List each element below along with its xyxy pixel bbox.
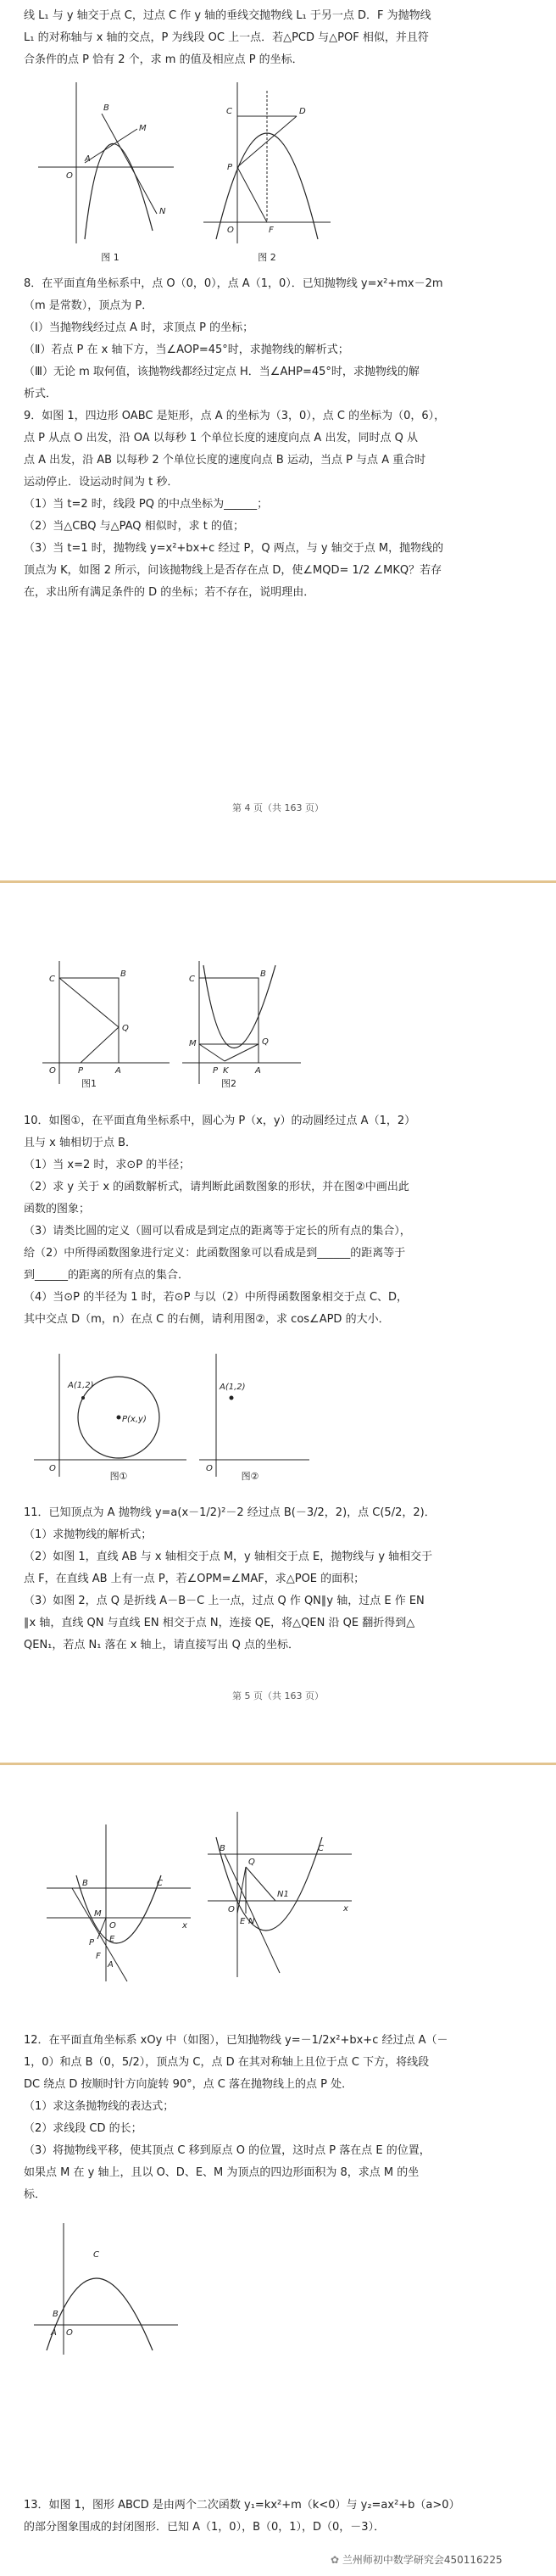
label-c: C bbox=[189, 975, 195, 984]
line-qe bbox=[237, 1867, 246, 1914]
text-line: 点 A 出发，沿 AB 以每秒 2 个单位长度的速度向点 B 运动，当点 P 与点 A 重合时 bbox=[24, 454, 426, 467]
label-k: K bbox=[223, 1066, 229, 1076]
label-p: P bbox=[89, 1938, 95, 1947]
text-line: （1）当 t=2 时，线段 PQ 的中点坐标为______； bbox=[24, 498, 269, 511]
q10-figure-2 bbox=[199, 1354, 309, 1481]
text-line: （2）求线段 CD 的长； bbox=[24, 2122, 142, 2135]
text-line: 线 L₁ 与 y 轴交于点 C，过点 C 作 y 轴的垂线交抛物线 L₁ 于另一点 D．F 为抛物线 bbox=[24, 9, 431, 22]
page-footer: 第 5 页（共 163 页） bbox=[232, 1690, 324, 1702]
label-o: O bbox=[49, 1066, 56, 1076]
line-pf bbox=[237, 167, 267, 222]
text-line: 点 P 从点 O 出发，沿 OA 以每秒 1 个单位长度的速度向点 A 出发，同时点 Q 从 bbox=[24, 432, 418, 444]
label-a: A(1,2) bbox=[68, 1381, 94, 1390]
text-line: 10．如图①，在平面直角坐标系中，圆心为 P（x，y）的动圆经过点 A（1，2） bbox=[24, 1115, 416, 1127]
label-x: x bbox=[343, 1904, 348, 1914]
label-m: M bbox=[139, 124, 147, 133]
text-line: L₁ 的对称轴与 x 轴的交点，P 为线段 OC 上一点．若△PCD 与△POF 相似，并且符 bbox=[24, 31, 429, 44]
text-line: 12．在平面直角坐标系 xOy 中（如图），已知抛物线 y=－1/2x²+bx+c 经过点 A（－ bbox=[24, 2034, 448, 2047]
label-n1: N1 bbox=[277, 1890, 289, 1899]
text-line: 11．已知顶点为 A 抛物线 y=a(x－1/2)²－2 经过点 B(－3/2，2)，点 C(5/2，2)． bbox=[24, 1506, 436, 1519]
parabola-curve bbox=[47, 2278, 153, 2350]
label-c: C bbox=[226, 107, 232, 116]
text-line: （3）当 t=1 时，抛物线 y=x²+bx+c 经过 P，Q 两点，与 y 轴交于点 M，抛物线的 bbox=[24, 542, 444, 555]
q9-figure-1 bbox=[42, 961, 170, 1088]
text-line: （2）当△CBQ 与△PAQ 相似时，求 t 的值； bbox=[24, 520, 245, 533]
label-p: P bbox=[78, 1066, 84, 1076]
text-line: （1）求这条抛物线的表达式； bbox=[24, 2100, 175, 2113]
q11-figure-1 bbox=[47, 1824, 191, 1986]
question-8 bbox=[24, 273, 532, 405]
figure-caption: 图② bbox=[241, 1471, 259, 1482]
label-b: B bbox=[82, 1879, 88, 1888]
q9-figure-2 bbox=[182, 961, 301, 1088]
text-line: 的部分图象围成的封闭图形．已知 A（1，0），B（0，1），D（0，－3）． bbox=[24, 2521, 386, 2534]
parabola-curve bbox=[85, 143, 153, 239]
label-a: A bbox=[85, 154, 91, 164]
point-p bbox=[117, 1416, 121, 1420]
text-line: （Ⅱ）若点 P 在 x 轴下方，当∠AOP=45°时，求抛物线的解析式； bbox=[24, 344, 349, 356]
figure-caption: 图 1 bbox=[101, 252, 120, 263]
label-o: O bbox=[66, 2328, 73, 2338]
figure-caption: 图① bbox=[109, 1471, 128, 1482]
line-qn1 bbox=[246, 1867, 275, 1901]
label-f: F bbox=[269, 226, 274, 235]
page-1 bbox=[0, 0, 556, 880]
wechat-icon: ✿ bbox=[331, 2554, 342, 2566]
q11-figure-2 bbox=[208, 1812, 352, 1981]
label-b: B bbox=[103, 103, 109, 113]
line-pq bbox=[81, 1027, 119, 1063]
watermark-text: 兰州师初中数学研究会450116225 bbox=[342, 2554, 503, 2566]
text-line: ∥x 轴，直线 QN 与直线 EN 相交于点 N，连接 QE，将△QEN 沿 QE 翻折得到△ bbox=[24, 1617, 415, 1629]
label-a: A bbox=[255, 1066, 261, 1076]
label-a: A bbox=[115, 1066, 121, 1076]
label-e: E bbox=[109, 1935, 115, 1944]
page-3 bbox=[0, 1765, 556, 2576]
label-b: B bbox=[260, 969, 266, 979]
text-line: 点 F，在直线 AB 上有一点 P，若∠OPM=∠MAF，求△POE 的面积； bbox=[24, 1573, 365, 1585]
text-line: 13．如图 1，图形 ABCD 是由两个二次函数 y₁=kx²+m（k<0）与 y₂=ax²+b（a>0） bbox=[24, 2499, 460, 2512]
label-b: B bbox=[220, 1844, 225, 1853]
label-b: B bbox=[53, 2310, 58, 2319]
label-n: N bbox=[248, 1917, 255, 1926]
label-x: x bbox=[182, 1921, 187, 1931]
label-m: M bbox=[94, 1909, 102, 1919]
text-line: （4）当⊙P 的半径为 1 时，若⊙P 与以（2）中所得函数图象相交于点 C、D， bbox=[24, 1291, 409, 1304]
line-cq bbox=[59, 978, 119, 1027]
text-line: 9．如图 1，四边形 OABC 是矩形，点 A 的坐标为（3，0），点 C 的坐标为（0，6）， bbox=[24, 410, 446, 422]
label-o: O bbox=[109, 1921, 116, 1931]
text-line: QEN₁，若点 N₁ 落在 x 轴上，请直接写出 Q 点的坐标． bbox=[24, 1639, 300, 1651]
text-line: （3）将抛物线平移，使其顶点 C 移到原点 O 的位置，这时点 P 落在点 E 的位置， bbox=[24, 2144, 431, 2157]
text-line: 到______的距离的所有点的集合． bbox=[24, 1269, 190, 1282]
page-2 bbox=[0, 883, 556, 1763]
question-9 bbox=[24, 405, 532, 604]
label-c: C bbox=[157, 1879, 163, 1888]
label-o: O bbox=[227, 226, 234, 235]
label-c: C bbox=[93, 2250, 99, 2260]
text-line: （Ⅰ）当抛物线经过点 A 时，求顶点 P 的坐标； bbox=[24, 321, 254, 334]
parabola-curve bbox=[216, 1837, 322, 1931]
text-line: DC 绕点 D 按顺时针方向旋转 90°，点 C 落在抛物线上的点 P 处． bbox=[24, 2078, 353, 2091]
label-a: A bbox=[108, 1960, 114, 1970]
label-c: C bbox=[49, 975, 55, 984]
question-13 bbox=[24, 2495, 532, 2539]
text-line: 给（2）中所得函数图象进行定义：此函数图象可以看成是到______的距离等于 bbox=[24, 1247, 406, 1260]
label-q: Q bbox=[248, 1858, 255, 1867]
figure-caption: 图1 bbox=[81, 1078, 97, 1089]
label-a: A(1,2) bbox=[220, 1383, 246, 1392]
q10-figure-1 bbox=[34, 1354, 186, 1481]
text-line: （3）请类比圆的定义（圆可以看成是到定点的距离等于定长的所有点的集合）， bbox=[24, 1225, 411, 1238]
rectangle-oabc bbox=[59, 978, 119, 1063]
text-line: （2）如图 1，直线 AB 与 x 轴相交于点 M，y 轴相交于点 E，抛物线与 y 轴相交于 bbox=[24, 1551, 433, 1563]
label-b: B bbox=[120, 969, 126, 979]
label-o: O bbox=[49, 1464, 56, 1473]
q7-figure-2 bbox=[199, 78, 335, 263]
text-line: 8．在平面直角坐标系中，点 O（0，0），点 A（1，0）．已知抛物线 y=x²+mx－2m bbox=[24, 277, 443, 290]
label-p: P(x,y) bbox=[122, 1415, 147, 1424]
point-a bbox=[81, 1396, 85, 1400]
question-10 bbox=[24, 1110, 532, 1331]
text-line: 其中交点 D（m，n）在点 C 的右侧，请利用图②，求 cos∠APD 的大小． bbox=[24, 1313, 390, 1326]
line-am bbox=[85, 129, 137, 163]
label-q: Q bbox=[122, 1024, 129, 1033]
label-c: C bbox=[318, 1844, 324, 1853]
point-a bbox=[230, 1396, 234, 1400]
label-o: O bbox=[66, 171, 73, 181]
label-o: O bbox=[228, 1905, 235, 1914]
text-line: （2）求 y 关于 x 的函数解析式，请判断此函数图象的形状，并在图②中画出此 bbox=[24, 1181, 409, 1193]
q7-continuation bbox=[24, 5, 532, 71]
line-bn bbox=[102, 114, 157, 214]
label-p: P bbox=[227, 163, 233, 172]
line-op bbox=[97, 1918, 106, 1939]
label-p: P bbox=[213, 1066, 219, 1076]
text-line: （Ⅲ）无论 m 取何值，该抛物线都经过定点 H．当∠AHP=45°时，求抛物线的解 bbox=[24, 366, 420, 378]
label-f: F bbox=[96, 1952, 101, 1961]
label-m: M bbox=[189, 1039, 197, 1048]
text-line: （m 是常数），顶点为 P． bbox=[24, 299, 153, 312]
text-line: 在，求出所有满足条件的 D 的坐标；若不存在，说明理由． bbox=[24, 586, 315, 599]
text-line: 运动停止．设运动时间为 t 秒． bbox=[24, 476, 179, 489]
label-a: A bbox=[51, 2328, 57, 2338]
label-q: Q bbox=[262, 1037, 269, 1047]
text-line: （1）求抛物线的解析式； bbox=[24, 1528, 153, 1541]
text-line: 析式． bbox=[24, 388, 58, 400]
q7-figure-1 bbox=[34, 78, 178, 263]
text-line: 1，0）和点 B（0，5/2），顶点为 C，点 D 在其对称轴上且位于点 C 下方，将线段 bbox=[24, 2056, 430, 2069]
q12-figure bbox=[34, 2223, 178, 2359]
label-n: N bbox=[159, 207, 166, 216]
question-11 bbox=[24, 1502, 532, 1657]
label-o: O bbox=[206, 1464, 213, 1473]
text-line: 合条件的点 P 恰有 2 个，求 m 的值及相应点 P 的坐标． bbox=[24, 53, 303, 66]
text-line: 如果点 M 在 y 轴上，且以 O、D、E、M 为顶点的四边形面积为 8，求点 M 的坐 bbox=[24, 2166, 420, 2179]
page-footer: 第 4 页（共 163 页） bbox=[232, 802, 324, 813]
question-12 bbox=[24, 2030, 532, 2206]
text-line: （1）当 x=2 时，求⊙P 的半径； bbox=[24, 1159, 191, 1171]
label-d: D bbox=[299, 107, 306, 116]
text-line: 且与 x 轴相切于点 B． bbox=[24, 1137, 137, 1149]
watermark bbox=[331, 2552, 503, 2567]
line-mk bbox=[199, 1044, 225, 1061]
figure-caption: 图 2 bbox=[258, 252, 276, 263]
text-line: （3）如图 2，点 Q 是折线 A－B－C 上一点，过点 Q 作 QN∥y 轴，过点 E 作 EN bbox=[24, 1595, 425, 1607]
text-line: 顶点为 K，如图 2 所示，问该抛物线上是否存在点 D，使∠MQD= 1/2 ∠MKQ？若存 bbox=[24, 564, 442, 577]
text-line: 标． bbox=[24, 2188, 47, 2201]
figure-caption: 图2 bbox=[221, 1078, 236, 1089]
text-line: 函数的图象； bbox=[24, 1203, 91, 1215]
label-e: E bbox=[240, 1917, 246, 1926]
parabola-curve bbox=[76, 1875, 161, 1943]
